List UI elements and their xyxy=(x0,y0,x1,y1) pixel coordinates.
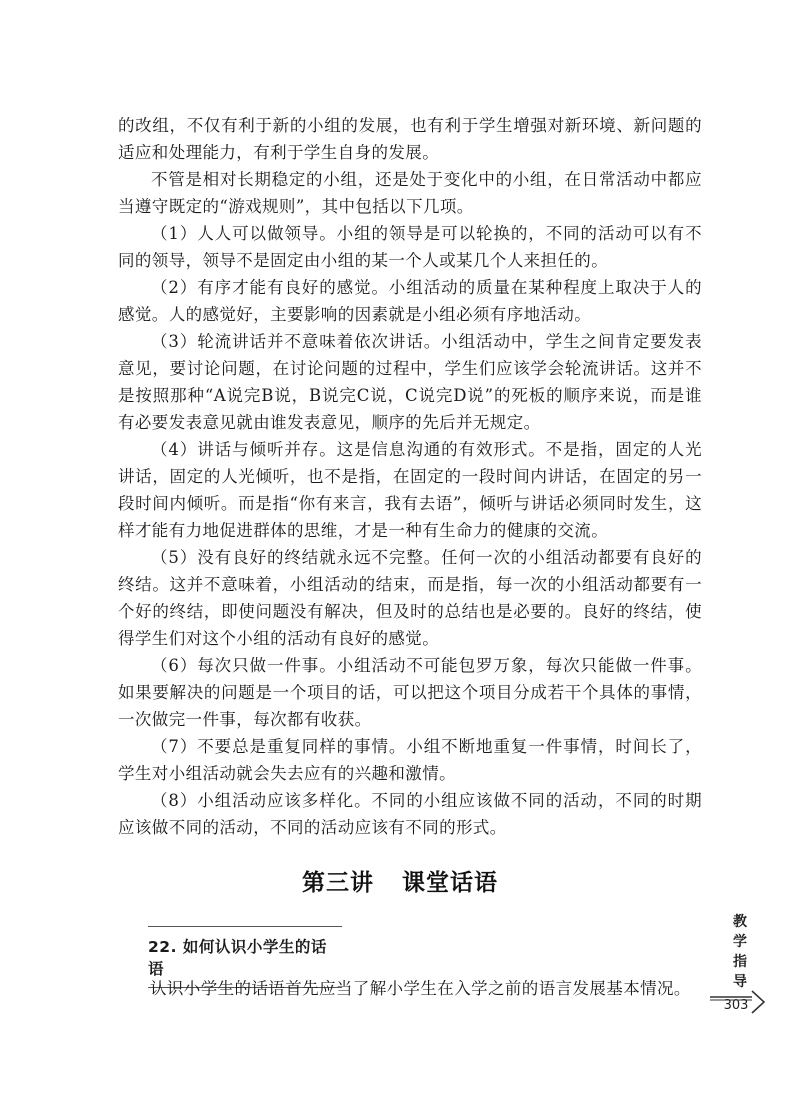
rule-7-paragraph: （7）不要总是重复同样的事情。小组不断地重复一件事情，时间长了，学生对小组活动就会失去应有的兴趣和激情。 xyxy=(118,737,702,783)
rule-8-paragraph: （8）小组活动应该多样化。不同的小组应该做不同的活动，不同的时期应该做不同的活动，不同的活动应该有不同的形式。 xyxy=(118,791,702,837)
chapter-number: 第三讲 xyxy=(302,870,374,896)
side-char-2: 学 xyxy=(733,934,747,950)
paragraph-2: 不管是相对长期稳定的小组，还是处于变化中的小组，在日常活动中都应当遵守既定的“游戏规则”，其中包括以下几项。 xyxy=(118,170,702,216)
chapter-title: 课堂话语 xyxy=(402,870,498,896)
rule-2-paragraph: （2）有序才能有良好的感觉。小组活动的质量在某种程度上取决于人的感觉。人的感觉好，主要影响的因素就是小组必须有序地活动。 xyxy=(118,278,702,324)
side-char-1: 教 xyxy=(733,914,747,930)
rule-5-paragraph: （5）没有良好的终结就永远不完整。任何一次的小组活动都要有良好的终结。这并不意味着，小组活动的结束，而是指，每一次的小组活动都要有一个好的终结，即使问题没有解决，但及时的总结也是必要的。良好的终结，使得学生们对这个小组的活动有良好的感觉。 xyxy=(118,548,702,648)
rule-3-paragraph: （3）轮流讲话并不意味着依次讲话。小组活动中，学生之间肯定要发表意见，要讨论问题，在讨论问题的过程中，学生们应该学会轮流讲话。这并不是按照那种“A说完B说，B说完C说，C说完D说”的死板的顺序来说，而是谁有必要发表意见就由谁发表意见，顺序的先后并无规定。 xyxy=(118,332,702,432)
side-char-3: 指 xyxy=(733,954,747,970)
section-title: 22. 如何认识小学生的话语 xyxy=(148,938,327,978)
side-char-4: 导 xyxy=(733,974,747,990)
rule-6-paragraph: （6）每次只做一件事。小组活动不可能包罗万象，每次只能做一件事。如果要解决的问题是一个项目的话，可以把这个项目分成若干个具体的事情，一次做完一件事，每次都有收获。 xyxy=(118,656,702,729)
page-number: 303 xyxy=(723,998,749,1013)
rule-4-paragraph: （4）讲话与倾听并存。这是信息沟通的有效形式。不是指，固定的人光讲话，固定的人光倾听，也不是指，在固定的一段时间内讲话，在固定的另一段时间内倾听。而是指“你有来言，我有去语”，倾听与讲话必须同时发生，这样才能有力地促进群体的思维，才是一种有生命力的健康的交流。 xyxy=(118,440,702,540)
rule-1-paragraph: （1）人人可以做领导。小组的领导是可以轮换的，不同的活动可以有不同的领导，领导不是固定由小组的某一个人或某几个人来担任的。 xyxy=(118,224,702,270)
side-tab-label xyxy=(728,912,752,992)
paragraph-1: 的改组，不仅有利于新的小组的发展，也有利于学生增强对新环境、新问题的适应和处理能力，有利于学生自身的发展。 xyxy=(118,116,702,162)
chapter-heading xyxy=(0,864,800,897)
body-text xyxy=(118,112,702,841)
section-paragraph: 认识小学生的话语首先应当了解小学生在入学之前的语言发展基本情况。 xyxy=(150,979,691,998)
